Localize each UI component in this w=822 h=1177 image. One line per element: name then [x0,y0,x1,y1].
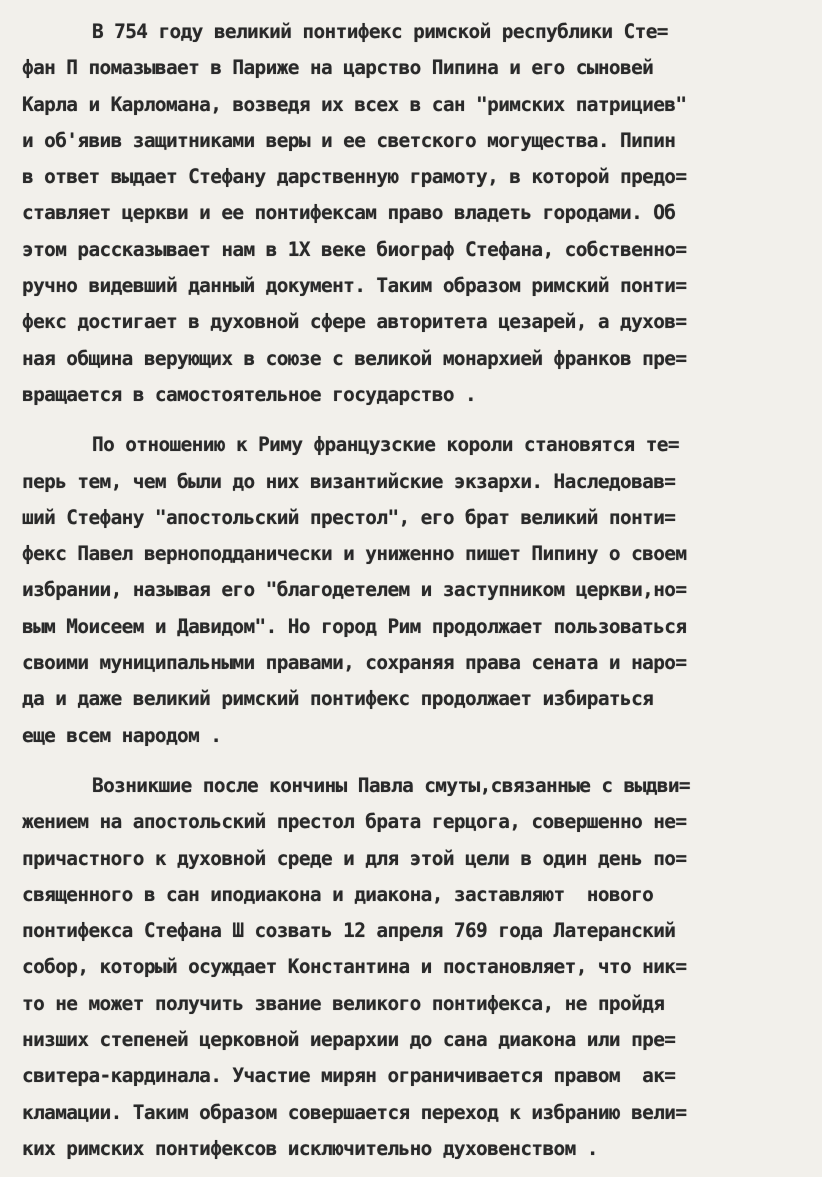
text-line: вращается в самостоятельное государство . [22,382,477,406]
text-line: Карла и Карломана, возведя их всех в сан "римских патрициев" [22,92,687,116]
paragraph-3 [22,768,802,1167]
text-line: кламации. Таким образом совершается переход к избранию вели= [22,1100,687,1124]
text-line: фекс Павел верноподданически и униженно пишет Пипину о своем [22,542,687,566]
text-line: Возникшие после кончины Павла смуты,связанные с выдви= [92,773,691,797]
text-line: то не может получить звание великого понтифекса, не пройдя [22,991,665,1015]
text-line: в ответ выдает Стефану дарственную грамоту, в которой предо= [22,165,687,189]
text-line: ший Стефану "апостольский престол", его брат великий понти= [22,505,676,529]
text-line: понтифекса Стефана Ш созвать 12 апреля 769 года Латеранский [22,919,676,943]
text-line: причастного к духовной среде и для этой цели в один день по= [22,846,687,870]
text-line: этом рассказывает нам в 1Х веке биограф Стефана, собственно= [22,237,687,261]
paragraph-1 [22,14,802,413]
text-line: да и даже великий римский понтифекс продолжает избираться [22,687,654,711]
text-line: собор, который осуждает Константина и постановляет, что ник= [22,955,687,979]
text-line: В 754 году великий понтифекс римской республики Сте= [92,20,668,43]
text-line: свитера-кардинала. Участие мирян ограничивается правом ак= [22,1064,676,1088]
text-line: своими муниципальными правами, сохраняя права сената и наро= [22,651,687,675]
text-line: По отношению к Риму французские короли становятся те= [92,433,679,457]
text-line: перь тем, чем были до них византийские экзархи. Наследовав= [22,469,676,493]
text-line: фан П помазывает в Париже на царство Пипина и его сыновей [22,56,654,80]
text-line: ная община верующих в союзе с великой монархией франков пре= [22,346,687,370]
text-line: избрании, называя его "благодетелем и заступником церкви,но= [22,578,687,602]
text-line: и об'явив защитниками веры и ее светского могущества. Пипин [22,128,676,152]
text-line: ставляет церкви и ее понтифексам право владеть городами. Об [22,201,676,225]
text-line: низших степеней церковной иерархии до сана диакона или пре= [22,1028,676,1052]
text-line: ких римских понтифексов исключительно духовенством . [22,1136,598,1160]
text-line: фекс достигает в духовной сфере авторитета цезарей, а духов= [22,310,687,334]
text-line: вым Моисеем и Давидом". Но город Рим продолжает пользоваться [22,614,687,638]
text-line: еще всем народом . [22,723,222,747]
text-line: священного в сан иподиакона и диакона, заставляют нового [22,882,654,906]
text-line: ручно видевший данный документ. Таким образом римский понти= [22,274,687,298]
text-line: жением на апостольский престол брата герцога, совершенно не= [22,810,687,834]
paragraph-2 [22,427,802,754]
